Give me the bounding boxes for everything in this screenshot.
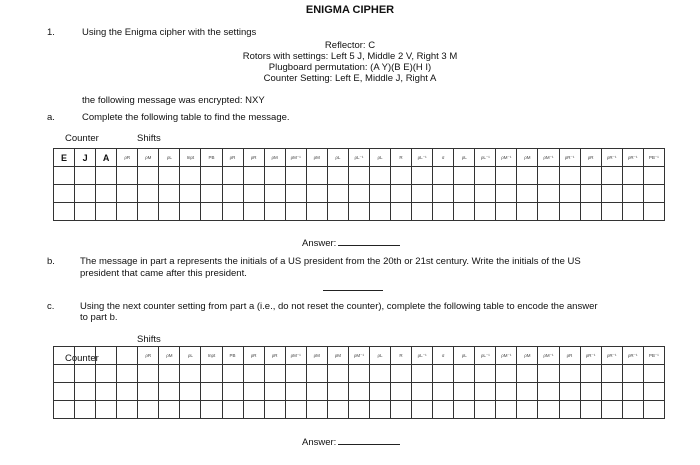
column-header-cell: ρR	[222, 149, 243, 167]
table-cell[interactable]	[75, 167, 96, 185]
table-cell[interactable]	[222, 383, 243, 401]
table-cell[interactable]	[433, 383, 454, 401]
table-cell[interactable]	[643, 185, 664, 203]
column-header-cell: ρR	[264, 347, 285, 365]
table-cell[interactable]	[496, 185, 517, 203]
table-cell[interactable]	[475, 167, 496, 185]
column-header-cell: ρL	[327, 149, 348, 167]
reflector-setting: Reflector: C	[324, 40, 376, 51]
column-header-cell: ρL⁻¹	[475, 347, 496, 365]
table-cell[interactable]	[54, 401, 75, 419]
table-row	[54, 203, 665, 221]
part-b-letter: b.	[47, 256, 55, 267]
table-cell[interactable]	[622, 401, 643, 419]
table-cell[interactable]	[622, 185, 643, 203]
table-cell[interactable]	[138, 383, 159, 401]
table-cell[interactable]	[559, 203, 580, 221]
table-cell[interactable]	[454, 167, 475, 185]
table-cell[interactable]	[306, 167, 327, 185]
part-c-line-1: Using the next counter setting from part a (i.e., do not reset the counter), complete the following table to encode the answer	[80, 301, 598, 312]
table-cell[interactable]	[264, 203, 285, 221]
column-header-cell: ρR⁻¹	[559, 149, 580, 167]
table-cell[interactable]	[264, 167, 285, 185]
table-cell[interactable]	[433, 365, 454, 383]
table-cell[interactable]	[180, 365, 201, 383]
table-cell[interactable]	[96, 167, 117, 185]
table-cell[interactable]	[75, 365, 96, 383]
table-cell[interactable]	[369, 185, 390, 203]
column-header-cell: ρL⁻¹	[412, 347, 433, 365]
counter-setting: Counter Setting: Left E, Middle J, Right A	[263, 73, 437, 84]
table-cell[interactable]	[264, 365, 285, 383]
column-header-cell: ρM	[138, 149, 159, 167]
column-header-cell: ρM⁻¹	[285, 347, 306, 365]
table-cell[interactable]	[391, 185, 412, 203]
table-cell[interactable]	[201, 365, 222, 383]
answer-label: Answer:	[302, 238, 337, 249]
column-header-cell: ρR⁻¹	[601, 149, 622, 167]
table-cell[interactable]	[580, 185, 601, 203]
table-cell[interactable]	[96, 203, 117, 221]
table-header-row	[54, 149, 665, 167]
table-cell[interactable]	[369, 401, 390, 419]
column-header-cell: PB	[222, 347, 243, 365]
counter-letter-cell: A	[96, 149, 117, 167]
table-cell[interactable]	[96, 185, 117, 203]
table-cell[interactable]	[369, 383, 390, 401]
table-cell[interactable]	[327, 383, 348, 401]
table-cell[interactable]	[643, 401, 664, 419]
table-cell[interactable]	[117, 203, 138, 221]
table-cell[interactable]	[201, 167, 222, 185]
table-cell[interactable]	[538, 401, 559, 419]
answer-blank[interactable]	[338, 245, 400, 246]
table-cell[interactable]	[622, 203, 643, 221]
column-header-cell: ρL	[454, 149, 475, 167]
column-header-cell: ρL	[369, 347, 390, 365]
table-cell[interactable]	[622, 383, 643, 401]
column-header-cell: PB	[201, 149, 222, 167]
table-cell[interactable]	[159, 401, 180, 419]
part-a-letter: a.	[47, 112, 55, 123]
table-cell[interactable]	[580, 167, 601, 185]
table-cell[interactable]	[264, 401, 285, 419]
part-a-instruction: Complete the following table to find the message.	[82, 112, 290, 123]
table-cell[interactable]	[412, 167, 433, 185]
table-cell[interactable]	[117, 365, 138, 383]
table-cell[interactable]	[243, 383, 264, 401]
table-cell[interactable]	[117, 167, 138, 185]
table-cell[interactable]	[180, 185, 201, 203]
table-cell[interactable]	[180, 401, 201, 419]
column-header-cell: ρL⁻¹	[348, 149, 369, 167]
column-header-cell: ρM⁻¹	[538, 149, 559, 167]
answer-a	[302, 238, 400, 249]
table-cell[interactable]	[601, 383, 622, 401]
table-cell[interactable]	[475, 365, 496, 383]
table-cell[interactable]	[412, 203, 433, 221]
table-row	[54, 185, 665, 203]
table-cell[interactable]	[201, 401, 222, 419]
counter-blank-cell[interactable]	[117, 347, 138, 365]
table-cell[interactable]	[517, 401, 538, 419]
table-cell[interactable]	[559, 401, 580, 419]
table-cell[interactable]	[306, 383, 327, 401]
table-cell[interactable]	[643, 203, 664, 221]
table-cell[interactable]	[412, 185, 433, 203]
table-cell[interactable]	[580, 203, 601, 221]
table-cell[interactable]	[391, 401, 412, 419]
table-cell[interactable]	[643, 365, 664, 383]
table-cell[interactable]	[433, 185, 454, 203]
table-cell[interactable]	[496, 203, 517, 221]
table-cell[interactable]	[306, 185, 327, 203]
table-cell[interactable]	[348, 167, 369, 185]
table-cell[interactable]	[243, 185, 264, 203]
counter-blank-cell[interactable]	[54, 347, 75, 365]
table-cell[interactable]	[475, 185, 496, 203]
table-cell[interactable]	[559, 167, 580, 185]
table-row	[54, 167, 665, 185]
table-cell[interactable]	[159, 185, 180, 203]
table-cell[interactable]	[201, 203, 222, 221]
table-cell[interactable]	[454, 203, 475, 221]
column-header-cell: Inpt	[180, 149, 201, 167]
table-cell[interactable]	[391, 383, 412, 401]
table-cell[interactable]	[159, 383, 180, 401]
column-header-cell: ρL⁻¹	[475, 149, 496, 167]
table-cell[interactable]	[117, 383, 138, 401]
table-cell[interactable]	[601, 203, 622, 221]
table-cell[interactable]	[496, 365, 517, 383]
table-cell[interactable]	[243, 203, 264, 221]
table-cell[interactable]	[327, 167, 348, 185]
table-cell[interactable]	[538, 185, 559, 203]
table-cell[interactable]	[580, 383, 601, 401]
table-cell[interactable]	[348, 401, 369, 419]
part-c-letter: c.	[47, 301, 55, 312]
table-cell[interactable]	[622, 167, 643, 185]
table-cell[interactable]	[538, 167, 559, 185]
shifts-label: Shifts	[137, 133, 161, 144]
decryption-table	[53, 148, 665, 221]
table-cell[interactable]	[538, 203, 559, 221]
table-cell[interactable]	[391, 365, 412, 383]
table-row	[54, 383, 665, 401]
column-header-cell: ρR⁻¹	[622, 149, 643, 167]
table-cell[interactable]	[496, 167, 517, 185]
table-cell[interactable]	[327, 401, 348, 419]
column-header-cell: ρL	[180, 347, 201, 365]
table-cell[interactable]	[285, 185, 306, 203]
page-title: ENIGMA CIPHER	[305, 4, 395, 16]
table-cell[interactable]	[412, 383, 433, 401]
table-cell[interactable]	[285, 365, 306, 383]
table-cell[interactable]	[201, 383, 222, 401]
table-cell[interactable]	[454, 185, 475, 203]
table-cell[interactable]	[517, 383, 538, 401]
column-header-cell: ρM	[517, 149, 538, 167]
table-cell[interactable]	[559, 383, 580, 401]
column-header-cell: PB⁻¹	[643, 149, 664, 167]
counter-letter-cell: J	[75, 149, 96, 167]
table-cell[interactable]	[348, 365, 369, 383]
table-cell[interactable]	[243, 365, 264, 383]
column-header-cell: ρR	[580, 149, 601, 167]
table-cell[interactable]	[433, 167, 454, 185]
answer-blank[interactable]	[338, 444, 400, 445]
table-cell[interactable]	[433, 203, 454, 221]
table-cell[interactable]	[117, 401, 138, 419]
column-header-cell: ρR	[243, 149, 264, 167]
table-row	[54, 365, 665, 383]
table-cell[interactable]	[496, 383, 517, 401]
table-cell[interactable]	[517, 203, 538, 221]
table-cell[interactable]	[643, 167, 664, 185]
part-b-line-2: president that came after this president.	[80, 268, 247, 279]
column-header-cell: ρM	[517, 347, 538, 365]
table-cell[interactable]	[475, 203, 496, 221]
table-cell[interactable]	[306, 401, 327, 419]
table-cell[interactable]	[538, 365, 559, 383]
table-cell[interactable]	[559, 365, 580, 383]
table-cell[interactable]	[580, 365, 601, 383]
table-cell[interactable]	[138, 203, 159, 221]
table-cell[interactable]	[327, 365, 348, 383]
table-cell[interactable]	[327, 203, 348, 221]
table-cell[interactable]	[369, 365, 390, 383]
table-cell[interactable]	[75, 401, 96, 419]
table-cell[interactable]	[391, 203, 412, 221]
table-cell[interactable]	[412, 365, 433, 383]
answer-c	[302, 437, 400, 448]
column-header-cell: R	[391, 347, 412, 365]
column-header-cell: σ	[433, 347, 454, 365]
table-cell[interactable]	[391, 167, 412, 185]
table-cell[interactable]	[201, 185, 222, 203]
rotor-settings: Rotors with settings: Left 5 J, Middle 2 V, Right 3 M	[242, 51, 458, 62]
answer-label: Answer:	[302, 437, 337, 448]
table-cell[interactable]	[222, 185, 243, 203]
table-cell[interactable]	[54, 365, 75, 383]
table-cell[interactable]	[54, 203, 75, 221]
part-b-answer-blank[interactable]	[323, 290, 383, 291]
table-cell[interactable]	[580, 401, 601, 419]
table-cell[interactable]	[643, 383, 664, 401]
column-header-cell: ρR⁻¹	[580, 347, 601, 365]
part-c-line-2: to part b.	[80, 312, 118, 323]
table-cell[interactable]	[54, 167, 75, 185]
table-cell[interactable]	[454, 365, 475, 383]
table-cell[interactable]	[96, 401, 117, 419]
table-cell[interactable]	[222, 401, 243, 419]
column-header-cell: ρM⁻¹	[538, 347, 559, 365]
table-cell[interactable]	[159, 167, 180, 185]
table-cell[interactable]	[222, 365, 243, 383]
counter-blank-cell[interactable]	[75, 347, 96, 365]
table-cell[interactable]	[348, 383, 369, 401]
table-cell[interactable]	[454, 401, 475, 419]
table-cell[interactable]	[517, 167, 538, 185]
table-cell[interactable]	[369, 203, 390, 221]
table-cell[interactable]	[412, 401, 433, 419]
column-header-cell: Inpt	[201, 347, 222, 365]
counter-label: Counter	[65, 133, 99, 144]
column-header-cell: ρR⁻¹	[622, 347, 643, 365]
table-cell[interactable]	[601, 185, 622, 203]
table-cell[interactable]	[517, 185, 538, 203]
table-cell[interactable]	[601, 365, 622, 383]
counter-blank-cell[interactable]	[96, 347, 117, 365]
table-cell[interactable]	[475, 401, 496, 419]
counter-letter-cell: E	[54, 149, 75, 167]
table-cell[interactable]	[601, 167, 622, 185]
column-header-cell: ρR⁻¹	[601, 347, 622, 365]
table-cell[interactable]	[54, 383, 75, 401]
table-cell[interactable]	[538, 383, 559, 401]
column-header-cell: ρM	[327, 347, 348, 365]
table-cell[interactable]	[180, 383, 201, 401]
table-row	[54, 401, 665, 419]
table-cell[interactable]	[159, 203, 180, 221]
table-cell[interactable]	[285, 203, 306, 221]
column-header-cell: ρL⁻¹	[412, 149, 433, 167]
table-header-row	[54, 347, 665, 365]
table-cell[interactable]	[243, 401, 264, 419]
encrypted-message-line: the following message was encrypted: NXY	[82, 95, 265, 106]
table-cell[interactable]	[138, 365, 159, 383]
column-header-cell: ρM	[306, 149, 327, 167]
column-header-cell: ρM⁻¹	[496, 347, 517, 365]
table-cell[interactable]	[75, 185, 96, 203]
column-header-cell: ρM⁻¹	[496, 149, 517, 167]
table-cell[interactable]	[264, 383, 285, 401]
encoding-table	[53, 346, 665, 419]
table-cell[interactable]	[75, 203, 96, 221]
table-cell[interactable]	[138, 401, 159, 419]
column-header-cell: ρR	[138, 347, 159, 365]
table-cell[interactable]	[369, 167, 390, 185]
column-header-cell: ρM	[264, 149, 285, 167]
table-cell[interactable]	[138, 185, 159, 203]
table-cell[interactable]	[222, 203, 243, 221]
column-header-cell: ρR	[117, 149, 138, 167]
table-cell[interactable]	[496, 401, 517, 419]
question-number: 1.	[47, 27, 55, 38]
column-header-cell: ρM	[159, 347, 180, 365]
column-header-cell: ρM	[306, 347, 327, 365]
table-cell[interactable]	[117, 185, 138, 203]
column-header-cell: ρM⁻¹	[348, 347, 369, 365]
table-cell[interactable]	[285, 167, 306, 185]
table-cell[interactable]	[559, 185, 580, 203]
column-header-cell: ρR	[559, 347, 580, 365]
table-cell[interactable]	[285, 401, 306, 419]
table-cell[interactable]	[327, 185, 348, 203]
table-cell[interactable]	[138, 167, 159, 185]
table-cell[interactable]	[180, 167, 201, 185]
part-b-line-1: The message in part a represents the initials of a US president from the 20th or 21st century. Write the initials of the US	[80, 256, 581, 267]
table-cell[interactable]	[75, 383, 96, 401]
plugboard-permutation: Plugboard permutation: (A Y)(B E)(H I)	[268, 62, 432, 73]
question-intro: Using the Enigma cipher with the settings	[82, 27, 257, 38]
table-cell[interactable]	[222, 167, 243, 185]
table-cell[interactable]	[622, 365, 643, 383]
shifts-label: Shifts	[137, 334, 161, 345]
column-header-cell: ρM⁻¹	[285, 149, 306, 167]
column-header-cell: R	[391, 149, 412, 167]
table-cell[interactable]	[517, 365, 538, 383]
table-cell[interactable]	[96, 365, 117, 383]
table-cell[interactable]	[348, 203, 369, 221]
column-header-cell: PB⁻¹	[643, 347, 664, 365]
table-cell[interactable]	[306, 365, 327, 383]
table-cell[interactable]	[180, 203, 201, 221]
table-cell[interactable]	[159, 365, 180, 383]
table-cell[interactable]	[348, 185, 369, 203]
column-header-cell: ρL	[369, 149, 390, 167]
column-header-cell: ρL	[454, 347, 475, 365]
table-cell[interactable]	[475, 383, 496, 401]
table-cell[interactable]	[454, 383, 475, 401]
table-cell[interactable]	[54, 185, 75, 203]
column-header-cell: ρR	[243, 347, 264, 365]
column-header-cell: ρL	[159, 149, 180, 167]
table-cell[interactable]	[433, 401, 454, 419]
table-cell[interactable]	[285, 383, 306, 401]
table-cell[interactable]	[264, 185, 285, 203]
column-header-cell: σ	[433, 149, 454, 167]
counter-label: Counter	[65, 353, 99, 364]
table-cell[interactable]	[601, 401, 622, 419]
table-cell[interactable]	[96, 383, 117, 401]
table-cell[interactable]	[243, 167, 264, 185]
table-cell[interactable]	[306, 203, 327, 221]
